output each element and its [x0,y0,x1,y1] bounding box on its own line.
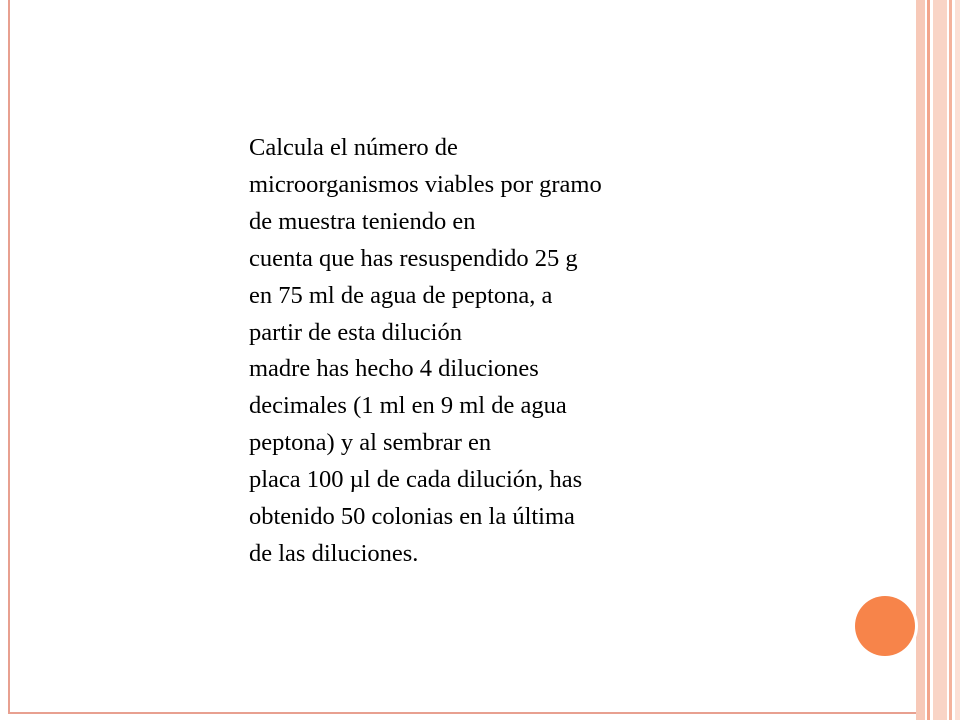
text-line: de muestra teniendo en [249,207,476,235]
decorative-side-bars [916,0,960,720]
problem-text [249,130,729,573]
text-line: Calcula el número de [249,134,458,161]
side-bar-1 [916,0,925,720]
text-line: peptona) y al sembrar en [249,429,492,457]
text-line: en 75 ml de agua de peptona, a [249,281,553,309]
side-bar-4 [949,0,952,720]
text-line: cuenta que has resuspendido 25 g [249,244,578,272]
text-line: decimales (1 ml en 9 ml de agua [249,392,567,420]
text-line: de las diluciones. [249,539,419,567]
accent-circle [855,596,915,656]
text-line: obtenido 50 colonias en la última [249,503,575,531]
text-line: madre has hecho 4 diluciones [249,355,539,383]
text-line: microorganismos viables por gramo [249,170,602,198]
side-bar-5 [955,0,960,720]
side-bar-3 [933,0,947,720]
text-line: partir de esta dilución [249,318,462,346]
side-bar-2 [927,0,930,720]
text-line: placa 100 µl de cada dilución, has [249,466,583,494]
